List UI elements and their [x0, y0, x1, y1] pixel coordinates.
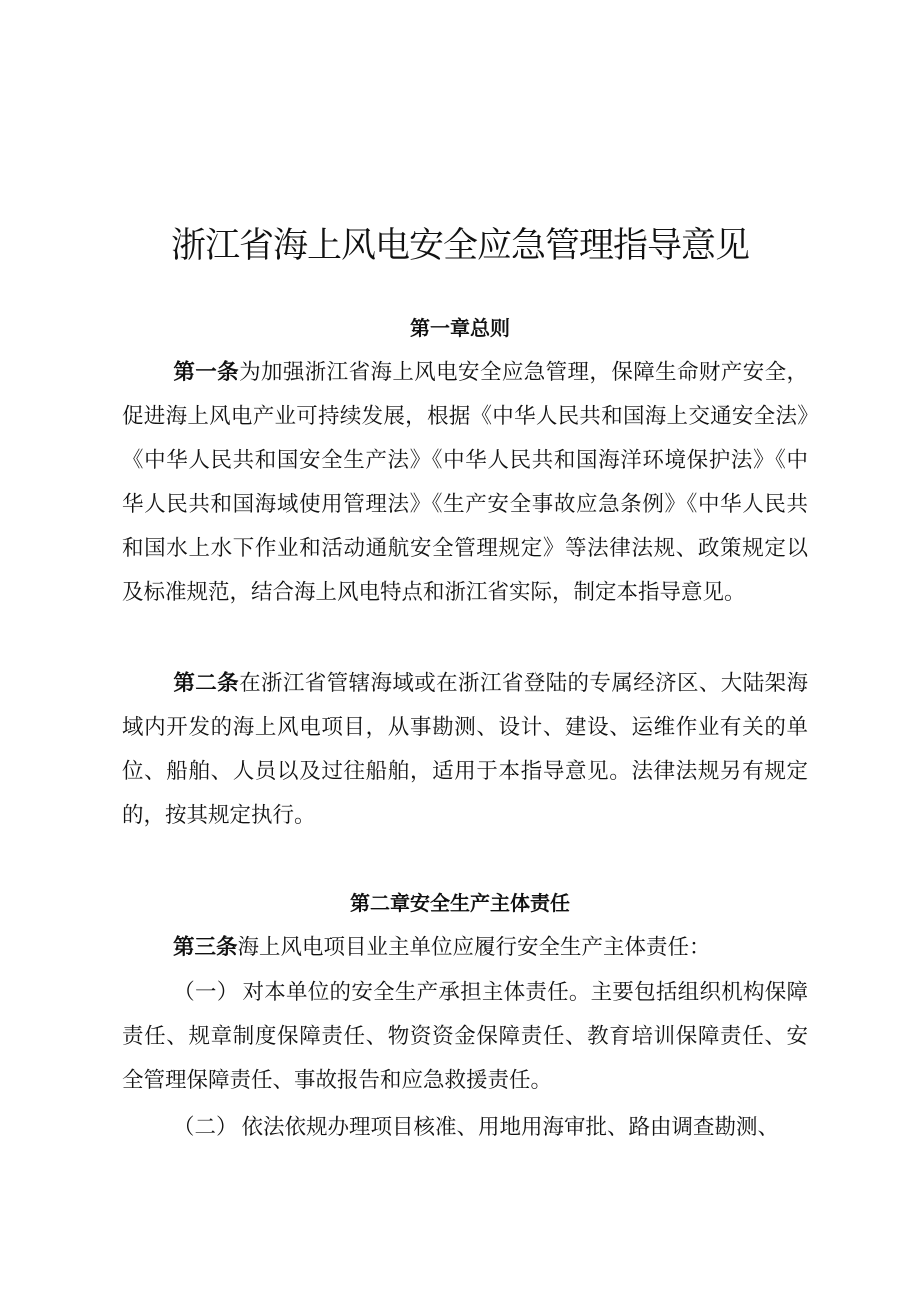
chapter-1-heading: 第一章总则	[410, 316, 510, 340]
document-title: 浙江省海上风电安全应急管理指导意见	[170, 226, 749, 266]
article-3-item-1-text: 对本单位的安全生产承担主体责任。主要包括组织机构保障责任、规章制度保障责任、物资资金保障责任、教育培训保障责任、安全管理保障责任、事故报告和应急救援责任。	[122, 980, 808, 1093]
article-3-item-1	[122, 971, 808, 1103]
article-1	[122, 351, 808, 615]
article-3-item-2-label: （二）	[173, 1115, 238, 1140]
article-3-item-1-label: （一）	[173, 980, 239, 1005]
article-1-text: 为加强浙江省海上风电安全应急管理，保障生命财产安全，促进海上风电产业可持续发展，根据《中华人民共和国海上交通安全法》《中华人民共和国安全生产法》《中华人民共和国海洋环境保护法》《中华人民共和国海域使用管理法》《生产安全事故应急条例》《中华人民共和国水上水下作业和活动通航安全管理规定》等法律法规、政策规定以及标准规范，结合海上风电特点和浙江省实际，制定本指导意见。	[122, 360, 808, 605]
article-3-text: 海上风电项目业主单位应履行安全生产主体责任：	[237, 935, 711, 960]
article-3-item-2-text: 依法依规办理项目核准、用地用海审批、路由调查勘测、	[241, 1115, 780, 1140]
article-2-text: 在浙江省管辖海域或在浙江省登陆的专属经济区、大陆架海域内开发的海上风电项目，从事勘测、设计、建设、运维作业有关的单位、船舶、人员以及过往船舶，适用于本指导意见。法律法规另有规定的，按其规定执行。	[122, 671, 808, 828]
article-2-label: 第二条	[173, 671, 240, 696]
article-3-item-2	[122, 1106, 808, 1150]
article-2	[122, 662, 808, 838]
article-3	[122, 926, 808, 970]
chapter-2-heading: 第二章安全生产主体责任	[350, 891, 570, 915]
article-1-label: 第一条	[173, 360, 240, 385]
article-3-label: 第三条	[173, 935, 238, 960]
